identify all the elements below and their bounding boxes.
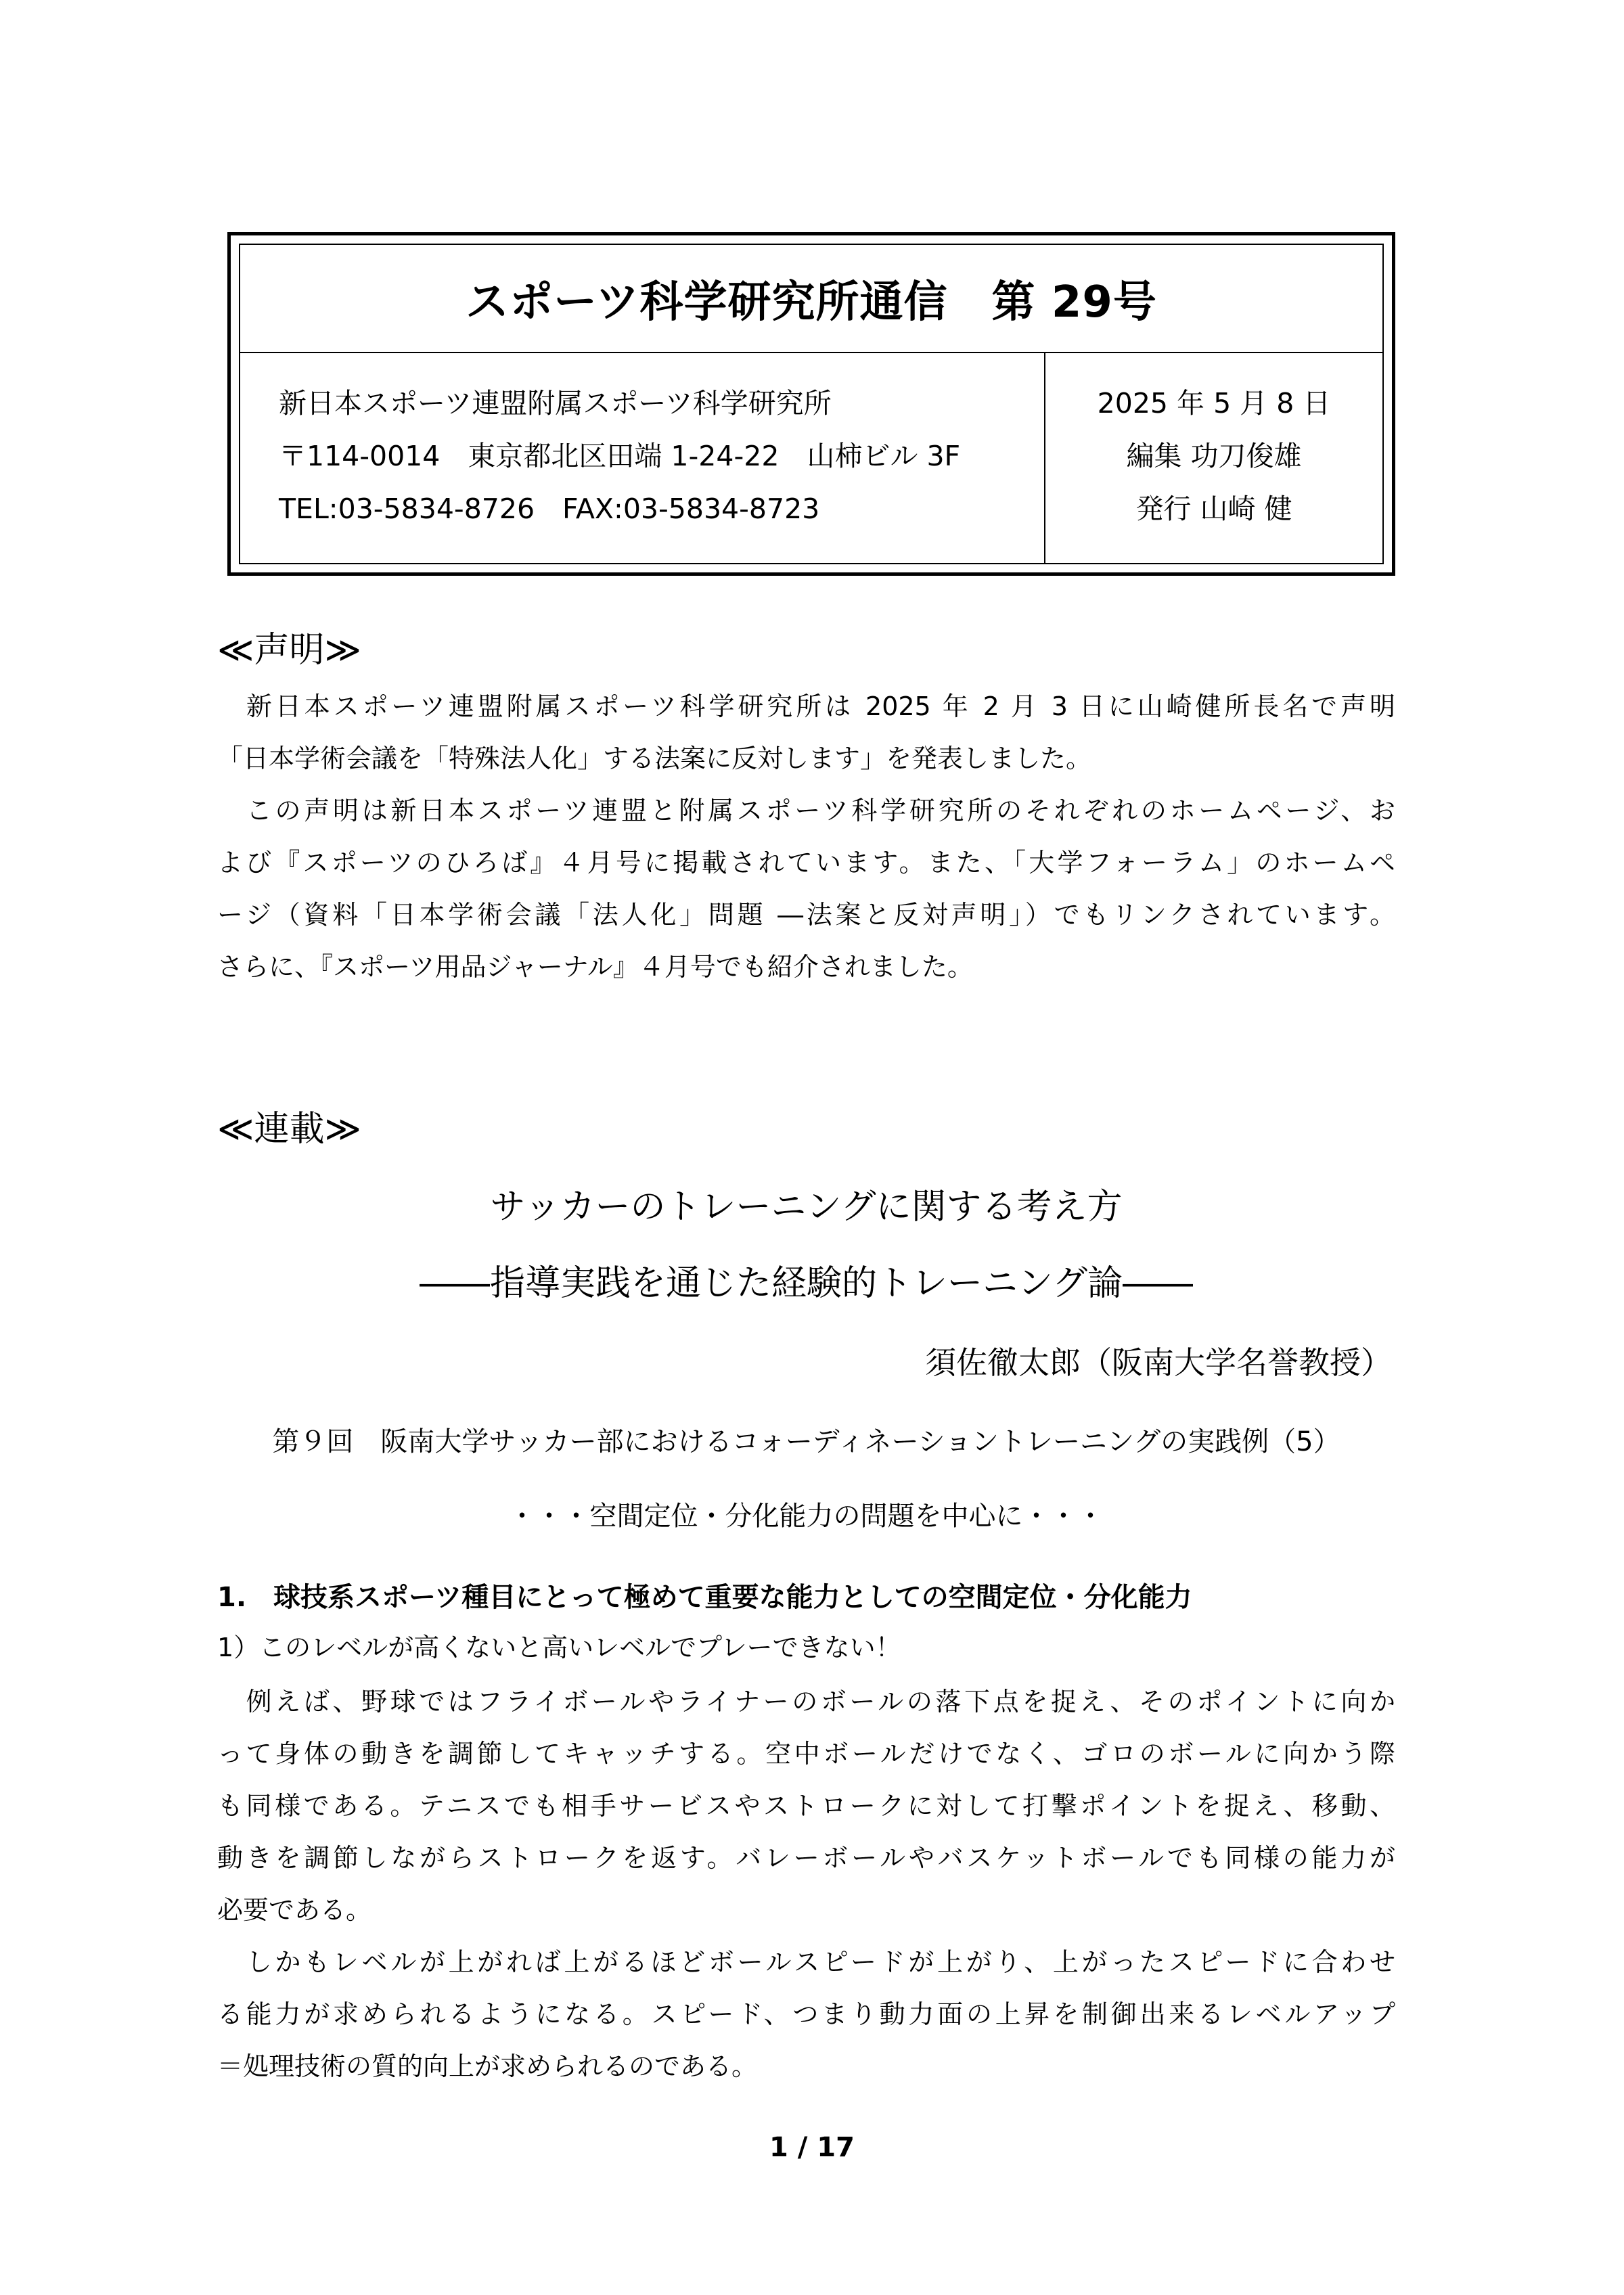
- paragraph-line: 新日本スポーツ連盟附属スポーツ科学研究所は 2025 年 2 月 3 日に山崎健所長名で声明: [217, 691, 1395, 721]
- serial-episode-theme: ・・・空間定位・分化能力の問題を中心に・・・: [508, 1501, 1104, 1532]
- paragraph-line: よび『スポーツのひろば』４月号に掲載されています。また、「大学フォーラム」のホームペ: [217, 848, 1395, 878]
- issue-editor: 編集 功刀俊雄: [1126, 440, 1302, 472]
- serial-title: サッカーのトレーニングに関する考え方: [490, 1187, 1123, 1227]
- publisher-address: 〒114-0014 東京都北区田端 1-24-22 山柿ビル 3F: [279, 440, 961, 472]
- paragraph-line: 動きを調節しながらストロークを返す。バレーボールやバスケットボールでも同様の能力が: [217, 1843, 1395, 1873]
- paragraph-line: も同様である。テニスでも相手サービスやストロークに対して打撃ポイントを捉え、移動、: [217, 1791, 1395, 1821]
- serial-paragraph: [217, 1676, 1395, 1936]
- paragraph-line: 必要である。: [217, 1895, 372, 1925]
- publisher-info: [240, 353, 1045, 563]
- serial-subtitle: ――指導実践を通じた経験的トレーニング論――: [420, 1263, 1193, 1304]
- paragraph-line: しかもレベルが上がれば上がるほどボールスピードが上がり、上がったスピードに合わせ: [217, 1947, 1395, 1977]
- section-heading: 1. 球技系スポーツ種目にとって極めて重要な能力としての空間定位・分化能力: [217, 1582, 1192, 1613]
- issue-info: [1045, 353, 1382, 563]
- statement-paragraph: [217, 785, 1395, 993]
- issue-issuer: 発行 山崎 健: [1135, 493, 1292, 525]
- paragraph-line: ＝処理技術の質的向上が求められるのである。: [217, 2051, 758, 2081]
- subsection-heading: 1）このレベルが高くないと高いレベルでプレーできない！: [217, 1633, 901, 1662]
- masthead-box: [227, 232, 1395, 576]
- masthead-info-row: [240, 353, 1382, 563]
- page-number: 1 / 17: [769, 2132, 855, 2163]
- paragraph-line: ージ（資料「日本学術会議「法人化」問題 ―法案と反対声明」）でもリンクされています。: [217, 900, 1395, 930]
- serial-paragraph: [217, 1936, 1395, 2093]
- serial-heading: ≪連載≫: [217, 1109, 361, 1150]
- paragraph-line: さらに、『スポーツ用品ジャーナル』４月号でも紹介されました。: [217, 952, 973, 982]
- issue-date: 2025 年 5 月 8 日: [1097, 387, 1331, 419]
- publisher-contact: TEL:03-5834-8726 FAX:03-5834-8723: [279, 493, 820, 525]
- paragraph-line: る能力が求められるようになる。スピード、つまり動力面の上昇を制御出来るレベルアップ: [217, 1999, 1395, 2029]
- publisher-name: 新日本スポーツ連盟附属スポーツ科学研究所: [279, 387, 832, 419]
- statement-heading: ≪声明≫: [217, 630, 361, 671]
- masthead-inner-frame: [239, 244, 1384, 564]
- newsletter-title: スポーツ科学研究所通信 第 29号: [240, 245, 1382, 353]
- statement-paragraph: [217, 681, 1395, 785]
- paragraph-line: 例えば、野球ではフライボールやライナーのボールの落下点を捉え、そのポイントに向か: [217, 1687, 1395, 1717]
- serial-author: 須佐徹太郎（阪南大学名誉教授）: [925, 1344, 1392, 1381]
- serial-episode-title: 第９回 阪南大学サッカー部におけるコォーディネーショントレーニングの実践例（5）: [272, 1426, 1340, 1457]
- paragraph-line: って身体の動きを調節してキャッチする。空中ボールだけでなく、ゴロのボールに向かう際: [217, 1739, 1395, 1769]
- statement-body: [217, 681, 1395, 993]
- paragraph-line: この声明は新日本スポーツ連盟と附属スポーツ科学研究所のそれぞれのホームページ、お: [217, 796, 1395, 825]
- paragraph-line: 「日本学術会議を「特殊法人化」する法案に反対します」を発表しました。: [217, 744, 1092, 773]
